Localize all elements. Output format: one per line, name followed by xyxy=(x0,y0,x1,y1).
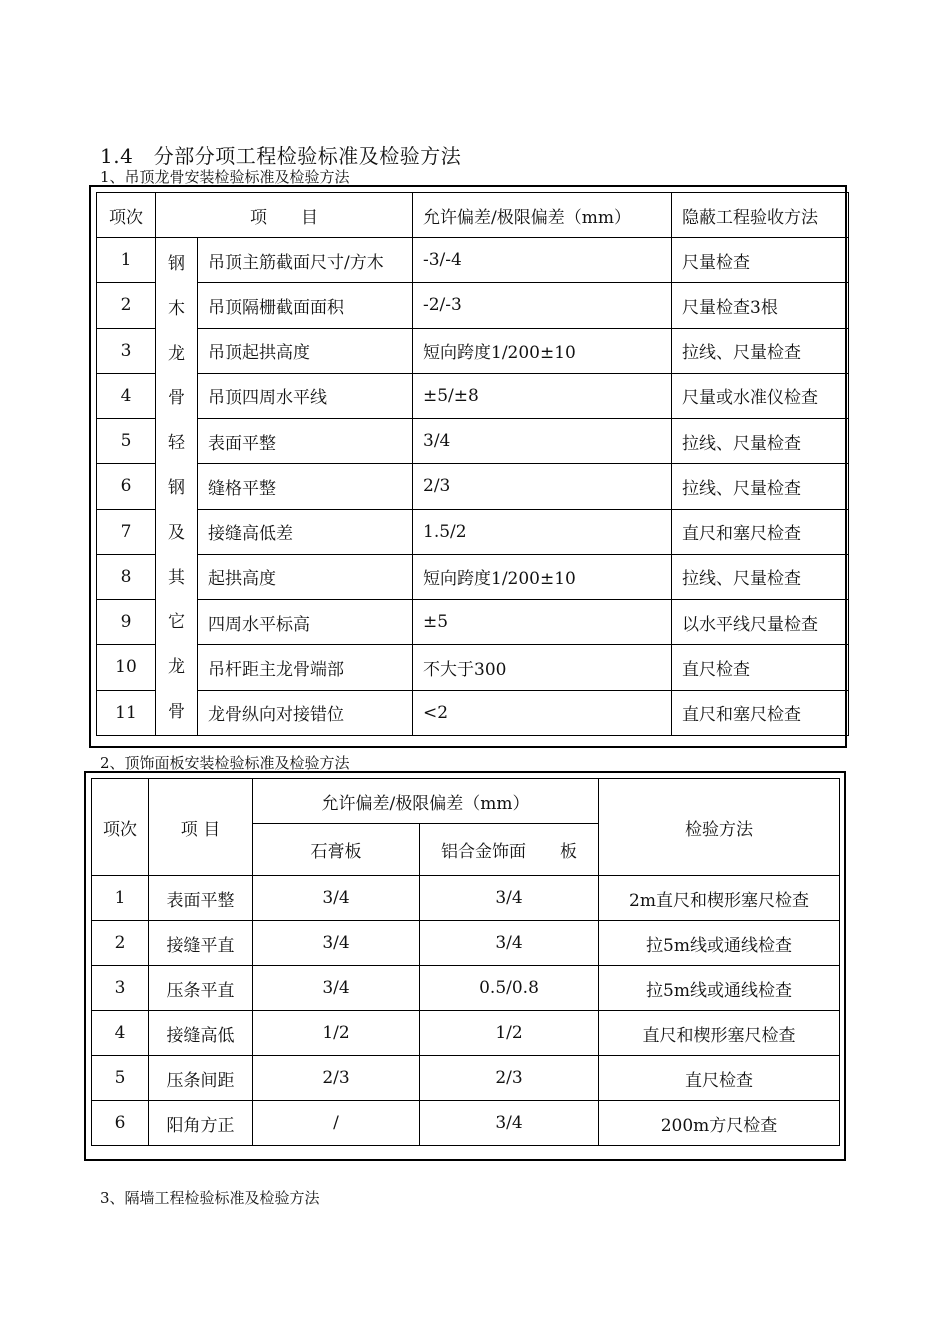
row-item: 吊顶主筋截面尺寸/方木 xyxy=(198,238,413,283)
row-method: 直尺和塞尺检查 xyxy=(672,690,849,735)
table-row xyxy=(92,1011,840,1056)
row-no: 6 xyxy=(92,1101,149,1146)
row-tolerance: ±5 xyxy=(413,600,672,645)
header-no: 项次 xyxy=(97,193,156,238)
row-gypsum: 2/3 xyxy=(253,1056,420,1101)
row-tolerance: <2 xyxy=(413,690,672,735)
row-tolerance: 短向跨度1/200±10 xyxy=(413,554,672,599)
row-tolerance: 不大于300 xyxy=(413,645,672,690)
header-method: 隐蔽工程验收方法 xyxy=(672,193,849,238)
table-row xyxy=(97,554,849,599)
row-gypsum: 3/4 xyxy=(253,921,420,966)
table-row xyxy=(97,419,849,464)
table-row xyxy=(92,966,840,1011)
row-tolerance: -2/-3 xyxy=(413,283,672,328)
row-no: 3 xyxy=(92,966,149,1011)
row-no: 1 xyxy=(92,876,149,921)
table-row xyxy=(97,645,849,690)
row-gypsum: 1/2 xyxy=(253,1011,420,1056)
row-item: 吊杆距主龙骨端部 xyxy=(198,645,413,690)
row-item: 四周水平标高 xyxy=(198,600,413,645)
row-no: 11 xyxy=(97,690,156,735)
row-item: 表面平整 xyxy=(198,419,413,464)
table-row xyxy=(97,690,849,735)
row-method: 直尺和塞尺检查 xyxy=(672,509,849,554)
row-method: 直尺检查 xyxy=(599,1056,840,1101)
row-method: 拉5m线或通线检查 xyxy=(599,921,840,966)
row-item: 表面平整 xyxy=(149,876,253,921)
table-row xyxy=(97,328,849,373)
header-tolerance: 允许偏差/极限偏差（mm） xyxy=(413,193,672,238)
category-char: 木 xyxy=(168,298,185,319)
category-cell xyxy=(156,238,198,736)
row-tolerance: -3/-4 xyxy=(413,238,672,283)
row-no: 2 xyxy=(92,921,149,966)
table-header-row xyxy=(97,193,849,238)
table-row xyxy=(97,464,849,509)
row-item: 吊顶四周水平线 xyxy=(198,373,413,418)
ceiling-keel-table xyxy=(96,192,849,736)
row-no: 4 xyxy=(92,1011,149,1056)
category-char: 轻 xyxy=(168,433,185,454)
table-row xyxy=(97,600,849,645)
category-char: 龙 xyxy=(168,343,185,364)
row-method: 2m直尺和楔形塞尺检查 xyxy=(599,876,840,921)
row-item: 接缝高低 xyxy=(149,1011,253,1056)
category-char: 它 xyxy=(168,612,185,633)
row-method: 直尺和楔形塞尺检查 xyxy=(599,1011,840,1056)
section3-caption: 3、隔墙工程检验标准及检验方法 xyxy=(100,1189,320,1207)
ceiling-panel-table xyxy=(91,778,840,1146)
row-method: 拉线、尺量检查 xyxy=(672,419,849,464)
header-method: 检验方法 xyxy=(599,779,840,876)
row-tolerance: 3/4 xyxy=(413,419,672,464)
row-gypsum: 3/4 xyxy=(253,876,420,921)
row-no: 9 xyxy=(97,600,156,645)
category-char: 及 xyxy=(168,522,185,543)
row-aluminum: 2/3 xyxy=(420,1056,599,1101)
table-row xyxy=(97,509,849,554)
table-row xyxy=(92,921,840,966)
row-method: 尺量检查 xyxy=(672,238,849,283)
header-aluminum: 铝合金饰面 板 xyxy=(420,824,599,876)
table-row xyxy=(92,876,840,921)
row-method: 以水平线尺量检查 xyxy=(672,600,849,645)
row-tolerance: ±5/±8 xyxy=(413,373,672,418)
header-no: 项次 xyxy=(92,779,149,876)
row-method: 拉线、尺量检查 xyxy=(672,554,849,599)
row-item: 接缝高低差 xyxy=(198,509,413,554)
row-item: 阳角方正 xyxy=(149,1101,253,1146)
row-method: 直尺检查 xyxy=(672,645,849,690)
row-method: 拉线、尺量检查 xyxy=(672,328,849,373)
header-item: 项 目 xyxy=(149,779,253,876)
table-row xyxy=(97,283,849,328)
row-item: 吊顶隔栅截面面积 xyxy=(198,283,413,328)
row-method: 尺量检查3根 xyxy=(672,283,849,328)
table2-caption: 2、顶饰面板安装检验标准及检验方法 xyxy=(100,754,350,772)
row-item: 压条间距 xyxy=(149,1056,253,1101)
row-gypsum: / xyxy=(253,1101,420,1146)
row-method: 尺量或水准仪检查 xyxy=(672,373,849,418)
header-tolerance: 允许偏差/极限偏差（mm） xyxy=(253,779,599,824)
table-row xyxy=(92,1101,840,1146)
row-method: 拉5m线或通线检查 xyxy=(599,966,840,1011)
row-no: 5 xyxy=(92,1056,149,1101)
row-tolerance: 短向跨度1/200±10 xyxy=(413,328,672,373)
category-char: 骨 xyxy=(168,701,185,722)
row-tolerance: 1.5/2 xyxy=(413,509,672,554)
table-row xyxy=(92,1056,840,1101)
table-row xyxy=(97,373,849,418)
row-tolerance: 2/3 xyxy=(413,464,672,509)
row-no: 8 xyxy=(97,554,156,599)
category-char: 钢 xyxy=(168,477,185,498)
row-no: 4 xyxy=(97,373,156,418)
row-method: 拉线、尺量检查 xyxy=(672,464,849,509)
row-no: 10 xyxy=(97,645,156,690)
table1-caption: 1、吊顶龙骨安装检验标准及检验方法 xyxy=(100,168,350,186)
row-gypsum: 3/4 xyxy=(253,966,420,1011)
category-char: 龙 xyxy=(168,657,185,678)
row-no: 3 xyxy=(97,328,156,373)
row-aluminum: 3/4 xyxy=(420,1101,599,1146)
row-no: 1 xyxy=(97,238,156,283)
row-aluminum: 0.5/0.8 xyxy=(420,966,599,1011)
row-aluminum: 3/4 xyxy=(420,876,599,921)
row-method: 200m方尺检查 xyxy=(599,1101,840,1146)
row-aluminum: 1/2 xyxy=(420,1011,599,1056)
row-item: 接缝平直 xyxy=(149,921,253,966)
row-aluminum: 3/4 xyxy=(420,921,599,966)
row-no: 5 xyxy=(97,419,156,464)
header-item: 项 目 xyxy=(156,193,413,238)
ceiling-panel-table-frame xyxy=(84,771,846,1161)
row-item: 缝格平整 xyxy=(198,464,413,509)
section-title: 1.4 分部分项工程检验标准及检验方法 xyxy=(100,144,462,168)
row-no: 2 xyxy=(97,283,156,328)
category-char: 钢 xyxy=(168,254,185,274)
row-item: 压条平直 xyxy=(149,966,253,1011)
ceiling-keel-table-frame xyxy=(89,185,847,748)
table-row xyxy=(97,238,849,283)
row-no: 6 xyxy=(97,464,156,509)
row-item: 吊顶起拱高度 xyxy=(198,328,413,373)
row-no: 7 xyxy=(97,509,156,554)
row-item: 龙骨纵向对接错位 xyxy=(198,690,413,735)
header-gypsum: 石膏板 xyxy=(253,824,420,876)
table-header-row xyxy=(92,779,840,824)
row-item: 起拱高度 xyxy=(198,554,413,599)
category-char: 其 xyxy=(168,567,185,588)
category-char: 骨 xyxy=(168,388,185,409)
